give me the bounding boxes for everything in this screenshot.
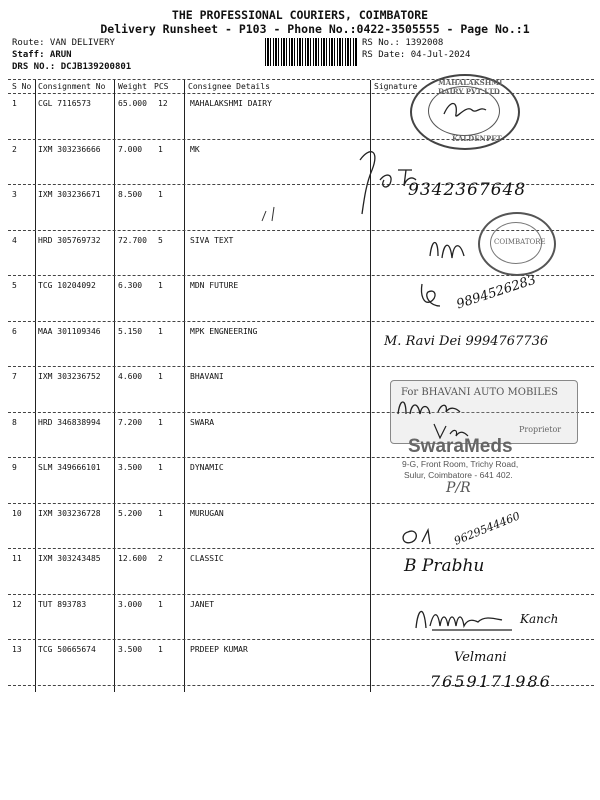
handwritten-phone: 9894526283 — [454, 272, 539, 313]
row-pcs: 1 — [158, 372, 163, 381]
row-weight: 8.500 — [118, 190, 143, 199]
row-sno: 10 — [12, 508, 22, 518]
row-consignee: MPK ENGNEERING — [190, 326, 258, 336]
column-header-sno: S No — [12, 82, 32, 91]
row-consignment-no: SLM 349666101 — [38, 463, 101, 472]
row-consignee: CLASSIC — [190, 554, 224, 563]
row-sno: 9 — [12, 463, 17, 472]
row-weight: 3.500 — [118, 645, 143, 654]
row-consignment-no: IXM 303236666 — [38, 144, 101, 154]
row-sno: 1 — [12, 99, 17, 108]
rs-date: RS Date: 04-Jul-2024 — [362, 50, 471, 60]
row-pcs: 2 — [158, 554, 163, 563]
row-pcs: 1 — [158, 281, 163, 290]
row-consignee: SWARA — [190, 417, 215, 427]
row-weight: 72.700 — [118, 235, 147, 245]
handwritten-signature — [412, 600, 522, 634]
siva-seal-stamp: COIMBATORE — [478, 212, 556, 276]
handwritten-phone: 7659171986 — [430, 672, 552, 691]
row-sno: 11 — [12, 554, 22, 563]
row-sno: 13 — [12, 645, 22, 654]
row-sno: 4 — [12, 235, 17, 245]
row-consignee: BHAVANI — [190, 372, 224, 381]
row-consignment-no: HRD 305769732 — [38, 235, 101, 245]
row-separator — [8, 366, 594, 367]
column-header-consignee: Consignee Details — [188, 82, 270, 91]
row-weight: 65.000 — [118, 99, 147, 108]
pen-mark — [258, 203, 280, 225]
handwritten-initials: P/R — [446, 480, 471, 496]
handwritten-name: Kanch — [520, 612, 559, 626]
column-header-signature: Signature — [374, 82, 418, 91]
company-title: THE PROFESSIONAL COURIERS, COIMBATORE — [171, 8, 429, 22]
row-pcs: 1 — [158, 417, 163, 427]
row-pcs: 1 — [158, 190, 163, 199]
column-divider — [35, 80, 36, 692]
row-pcs: 5 — [158, 235, 163, 245]
handwritten-phone: 9629544460 — [452, 509, 522, 548]
route-label: Route: VAN DELIVERY — [12, 38, 115, 48]
row-separator — [8, 139, 594, 140]
swarameds-address: Sulur, Coimbatore - 641 402. — [404, 470, 513, 480]
row-separator — [8, 639, 594, 640]
column-header-consignment: Consignment No — [38, 82, 106, 91]
rs-number: RS No.: 1392008 — [362, 38, 444, 48]
row-pcs: 1 — [158, 144, 163, 154]
row-consignee: MURUGAN — [190, 508, 224, 518]
row-consignment-no: IXM 303236671 — [38, 190, 101, 199]
handwritten-phone: 9342367648 — [408, 180, 527, 200]
column-divider — [184, 80, 185, 692]
row-consignee: MDN FUTURE — [190, 281, 239, 290]
row-sno: 12 — [12, 599, 22, 609]
bhavani-rubber-stamp: For BHAVANI AUTO MOBILES Proprietor — [390, 380, 578, 444]
row-pcs: 1 — [158, 645, 163, 654]
row-separator — [8, 548, 594, 549]
row-weight: 5.150 — [118, 326, 143, 336]
swarameds-stamp-name: SwaraMeds — [408, 436, 513, 457]
row-sno: 8 — [12, 417, 17, 427]
row-consignment-no: TUT 893783 — [38, 599, 87, 609]
row-pcs: 1 — [158, 463, 163, 472]
row-separator — [8, 275, 594, 276]
row-consignee: PRDEEP KUMAR — [190, 645, 248, 654]
row-consignment-no: IXM 303236728 — [38, 508, 101, 518]
row-weight: 3.000 — [118, 599, 143, 609]
handwritten-signature — [440, 96, 490, 126]
handwritten-name-phone: M. Ravi Dei 9994767736 — [384, 334, 549, 349]
row-separator — [8, 503, 594, 504]
column-divider — [114, 80, 115, 692]
row-sno: 2 — [12, 144, 17, 154]
row-consignee: MK — [190, 144, 200, 154]
row-consignment-no: IXM 303243485 — [38, 554, 101, 563]
handwritten-signature — [416, 280, 446, 310]
row-weight: 3.500 — [118, 463, 143, 472]
row-weight: 4.600 — [118, 372, 143, 381]
row-pcs: 1 — [158, 599, 163, 609]
row-consignment-no: CGL 7116573 — [38, 99, 91, 108]
row-separator — [8, 321, 594, 322]
row-sno: 3 — [12, 190, 17, 199]
row-consignment-no: IXM 303236752 — [38, 372, 101, 381]
row-weight: 6.300 — [118, 281, 143, 290]
row-weight: 7.200 — [118, 417, 143, 427]
row-consignment-no: TCG 10204092 — [38, 281, 96, 290]
row-pcs: 1 — [158, 326, 163, 336]
barcode — [265, 38, 357, 66]
handwritten-name: B Prabhu — [404, 556, 485, 576]
column-header-pcs: PCS — [154, 82, 169, 91]
row-consignment-no: HRD 346838994 — [38, 417, 101, 427]
row-separator — [8, 594, 594, 595]
dairy-seal-stamp: MAHALAKSHMI DAIRY PVT LTD KALDENPET — [410, 74, 520, 150]
handwritten-signature — [398, 522, 438, 552]
row-consignee: JANET — [190, 599, 215, 609]
row-sno: 7 — [12, 372, 17, 381]
row-pcs: 1 — [158, 508, 163, 518]
row-consignee: MAHALAKSHMI DAIRY — [190, 99, 272, 108]
row-consignment-no: TCG 50665674 — [38, 645, 96, 654]
row-pcs: 12 — [158, 99, 168, 108]
row-consignee: SIVA TEXT — [190, 235, 234, 245]
row-weight: 12.600 — [118, 554, 147, 563]
drs-number: DRS NO.: DCJB139200801 — [12, 62, 132, 72]
row-sno: 6 — [12, 326, 17, 336]
row-weight: 5.200 — [118, 508, 143, 518]
runsheet-title: Delivery Runsheet - P103 - Phone No.:0422-3505555 - Page No.:1 — [100, 22, 530, 36]
staff-label: Staff: ARUN — [12, 50, 72, 60]
handwritten-name: Velmani — [454, 650, 507, 665]
row-consignment-no: MAA 301109346 — [38, 326, 101, 336]
row-consignee: DYNAMIC — [190, 463, 224, 472]
swarameds-address: 9-G, Front Room, Trichy Road, — [402, 459, 519, 469]
row-weight: 7.000 — [118, 144, 143, 154]
row-sno: 5 — [12, 281, 17, 290]
column-header-weight: Weight — [118, 82, 147, 91]
handwritten-signature — [394, 392, 474, 422]
